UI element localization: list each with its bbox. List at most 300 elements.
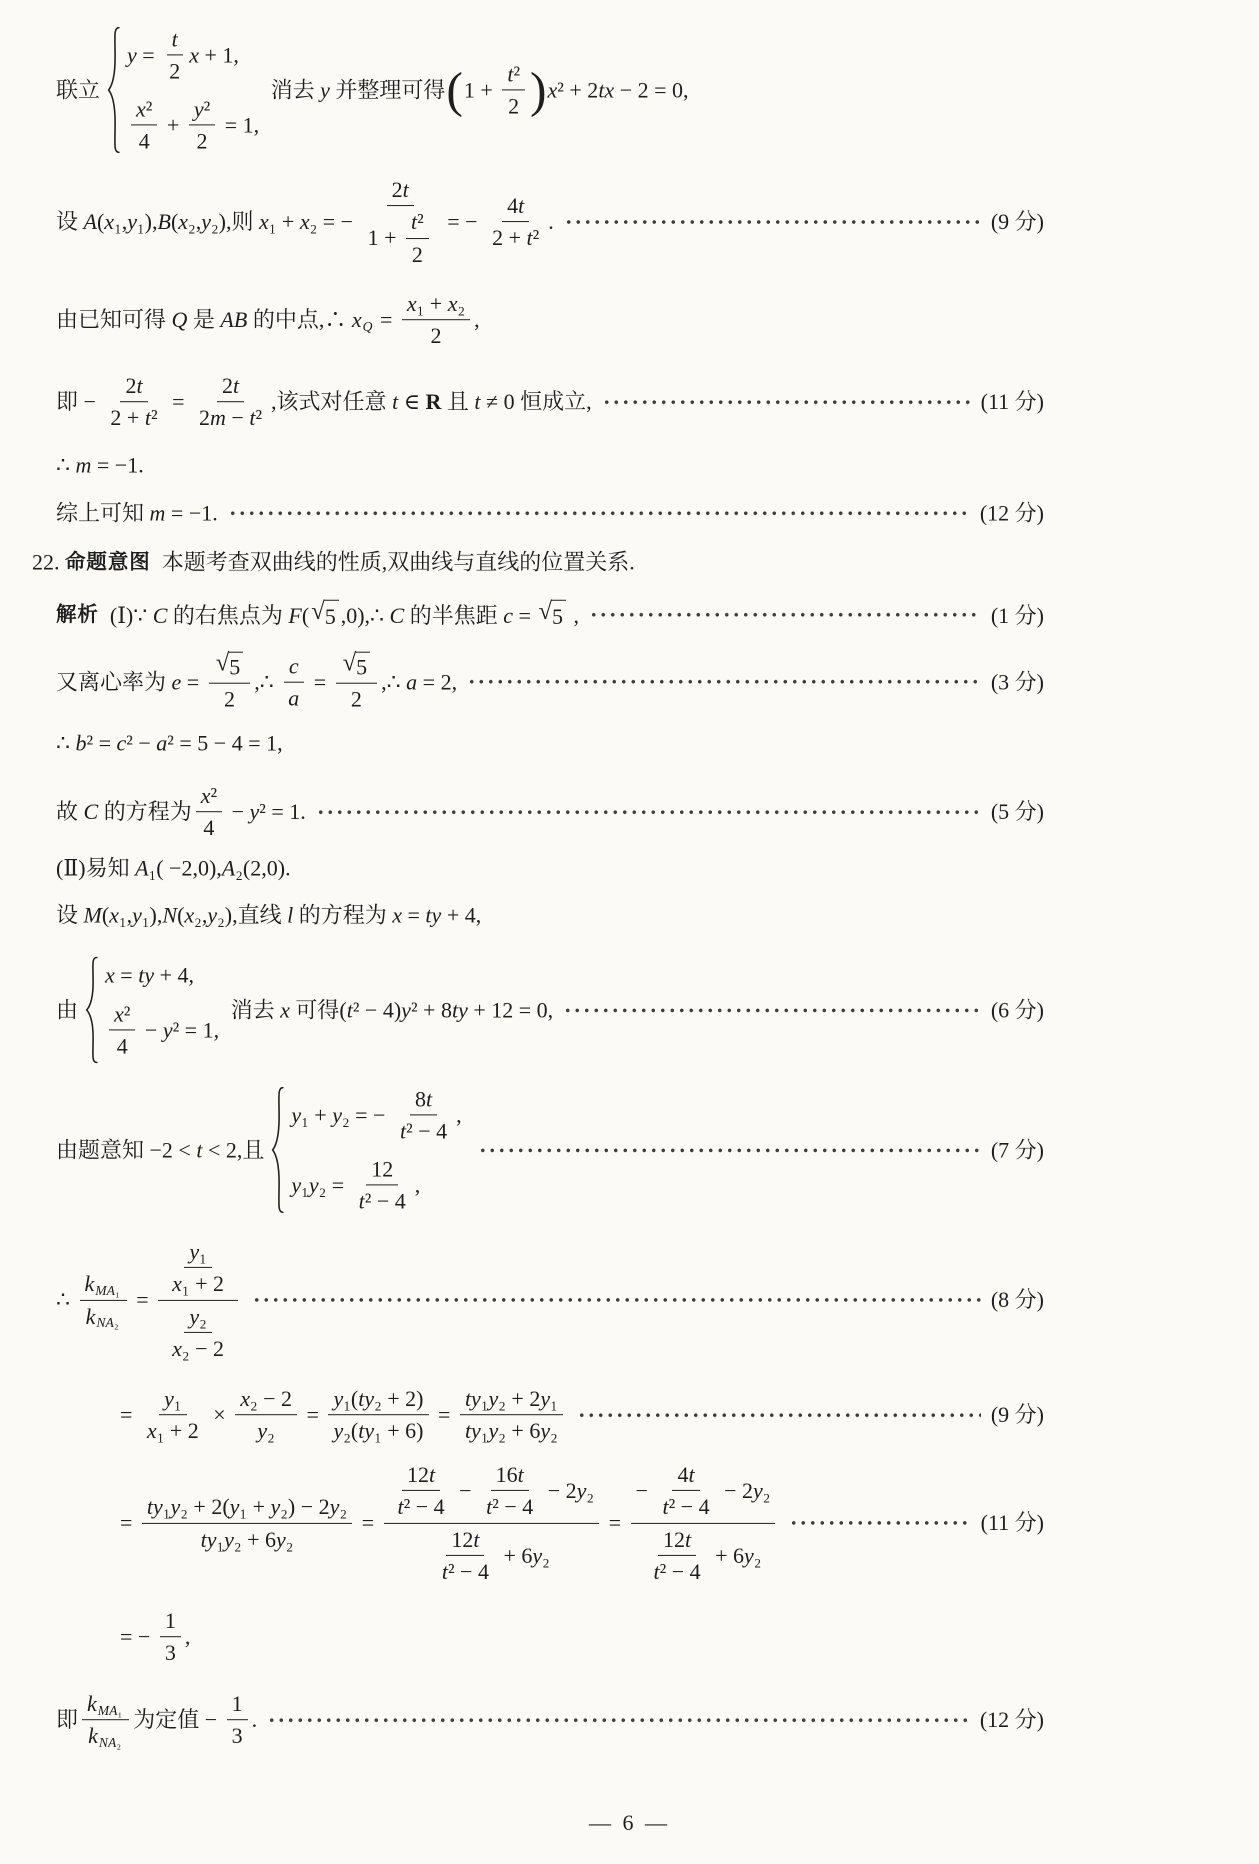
system-brace-icon (106, 26, 121, 153)
math-text: − (635, 1478, 654, 1504)
math-text: 2 (430, 323, 442, 349)
fraction (336, 649, 378, 713)
fraction (160, 1608, 181, 1666)
math-text: 又离心率为 e = (56, 669, 205, 695)
math-text: t (171, 26, 178, 52)
square-root (311, 597, 339, 631)
math-text: k (84, 1271, 95, 1297)
fraction (142, 1494, 352, 1552)
fraction (395, 1086, 452, 1144)
math-text: = (308, 669, 332, 695)
denominator (657, 1491, 714, 1519)
math-text: 8t (414, 1086, 433, 1112)
math-text: a (288, 685, 300, 711)
radicand: 5 (355, 652, 370, 680)
denominator (134, 125, 155, 153)
math-text: − 2y₂ (542, 1478, 595, 1504)
dotted-leader (561, 1005, 981, 1015)
math-text: ∴ b² = c² − a² = 5 − 4 = 1, (56, 730, 283, 756)
math-text: ty₁y₂ + 6y₂ (464, 1418, 558, 1444)
math-text: ty₁y₂ + 2y₁ (464, 1386, 558, 1412)
math-text: 1 (231, 1691, 243, 1717)
fraction (354, 1156, 411, 1214)
system-brace-icon (270, 1086, 285, 1213)
math-text: = (356, 1510, 380, 1536)
left-paren: ( (446, 62, 463, 118)
dotted-leader (314, 807, 981, 817)
math-text: 12t (407, 1461, 436, 1487)
math-text: x² (136, 96, 153, 121)
denominator (460, 1416, 563, 1444)
numerator (402, 291, 470, 320)
fraction (502, 61, 525, 119)
math-text: 消去 y 并整理可得 (265, 77, 446, 103)
math-text: t² − 4 (397, 1494, 445, 1520)
math-text: t² − 4 (441, 1558, 489, 1584)
system-rows (105, 961, 219, 1058)
math-text: 且 t ≠ 0 恒成立, (441, 389, 592, 415)
math-text: y₁ + y₂ = − (291, 1102, 391, 1128)
fraction (406, 209, 429, 267)
radical-icon: √ (538, 597, 552, 625)
math-text: , (456, 1102, 462, 1128)
math-text: k (88, 1723, 98, 1749)
math-text: 12t (662, 1526, 692, 1552)
subscript: MA₁ (95, 1282, 120, 1298)
math-text: 12 (371, 1156, 394, 1181)
math-text: ∴ m = −1. (56, 452, 144, 478)
bold-heading-label: 命题意图 (65, 549, 151, 574)
math-text: ,∴ (254, 669, 280, 695)
numerator (502, 61, 525, 90)
denominator (639, 1524, 766, 1585)
math-text: k (85, 1303, 96, 1329)
denominator (198, 813, 219, 841)
math-text: 2 (223, 687, 235, 712)
math-text: x₁ + 2 (146, 1418, 199, 1444)
math-text: y₁ (189, 1238, 207, 1264)
math-text: 2 (508, 93, 520, 119)
denominator (395, 1116, 452, 1144)
denominator (487, 222, 544, 250)
numerator (160, 1608, 181, 1637)
math-text: t² − 4 (653, 1558, 701, 1584)
solution-line-12 (56, 854, 1044, 882)
score-label: (11 分) (980, 389, 1044, 415)
denominator (196, 1524, 299, 1552)
fraction (164, 26, 185, 84)
denominator (437, 1556, 494, 1584)
system-row (127, 96, 259, 154)
math-text: y₂(ty₁ + 6) (333, 1418, 424, 1444)
math-text: x² (200, 783, 218, 809)
radical-icon: √ (342, 649, 357, 677)
solution-line-03 (56, 291, 1044, 349)
system-row (291, 1086, 461, 1144)
denominator (252, 1416, 279, 1444)
math-text: 2m − t² (199, 405, 263, 431)
numerator (631, 1462, 776, 1524)
score-label: (9 分) (990, 209, 1044, 235)
dotted-leader (476, 1145, 981, 1155)
math-text: , (567, 602, 579, 628)
solution-line-14 (56, 956, 1044, 1063)
score-label: (6 分) (990, 997, 1044, 1023)
denominator (192, 125, 213, 153)
fraction (105, 373, 162, 431)
math-text: t² (411, 209, 424, 235)
square-root (342, 649, 371, 680)
math-text: = (120, 1510, 138, 1536)
numerator (189, 96, 215, 125)
math-text: = (374, 307, 398, 333)
math-text: 2 (169, 58, 181, 84)
math-text: − (453, 1478, 478, 1504)
math-text: y₂ (257, 1418, 275, 1444)
numerator (80, 1271, 127, 1300)
equation-system (270, 1086, 461, 1213)
dotted-leader (587, 610, 981, 620)
numerator (406, 209, 429, 238)
math-text: 综上可知 m = −1. (56, 500, 218, 526)
fraction (384, 1462, 600, 1584)
math-text: 故 C 的方程为 (56, 799, 192, 825)
square-root (538, 597, 566, 631)
fraction (393, 1462, 450, 1520)
math-text: . (251, 1707, 258, 1733)
score-label: (8 分) (990, 1287, 1044, 1313)
solution-line-16 (56, 1239, 1044, 1361)
solution-line-11 (56, 783, 1044, 841)
numerator (235, 1386, 297, 1415)
math-text: = (130, 1287, 155, 1313)
score-label: (5 分) (990, 799, 1044, 825)
fraction (109, 1001, 135, 1059)
numerator (196, 783, 222, 812)
score-label: (12 分) (979, 1707, 1044, 1733)
math-text: 3 (231, 1723, 243, 1749)
fraction (437, 1527, 494, 1585)
bold-heading-label: 解析 (56, 602, 99, 627)
numerator (120, 373, 147, 402)
math-text: y₁(ty₂ + 2) (333, 1386, 424, 1412)
radicand: 5 (324, 600, 339, 631)
system-row (105, 1001, 219, 1059)
math-text: y² (193, 96, 211, 121)
math-text: (Ⅱ)易知 A₁( −2,0),A₂(2,0). (56, 855, 291, 881)
math-text: x + 1, (189, 42, 239, 68)
dotted-leader (265, 1715, 970, 1725)
math-text: 4t (677, 1461, 695, 1487)
math-text: + 6y₂ (709, 1542, 762, 1568)
fraction (402, 291, 470, 349)
denominator (81, 1301, 126, 1329)
solution-line-08 (56, 597, 1044, 631)
math-text: x² + 2tx − 2 = 0, (547, 77, 689, 103)
fraction (328, 1386, 428, 1444)
denominator (328, 1416, 428, 1444)
math-text: 2 + t² (110, 405, 158, 431)
numerator (502, 193, 529, 222)
fraction (648, 1527, 705, 1585)
dotted-leader (787, 1518, 970, 1528)
fraction (167, 1239, 229, 1297)
fraction (196, 783, 222, 841)
score-label: (11 分) (980, 1510, 1044, 1536)
math-text: = (166, 389, 190, 415)
math-text: y = (127, 42, 161, 68)
subscript: MA₁ (97, 1702, 123, 1718)
system-brace-icon (84, 956, 99, 1063)
numerator (384, 1462, 600, 1524)
radicand: 5 (228, 652, 243, 680)
math-text: 由 (56, 997, 79, 1023)
math-text: t² − 4 (399, 1118, 448, 1144)
radical-icon: √ (215, 649, 230, 677)
math-text: (Ⅰ)∵ C 的右焦点为 F( (98, 602, 310, 628)
denominator (428, 1524, 555, 1585)
system-row (127, 26, 239, 84)
system-row (105, 961, 194, 989)
denominator (648, 1556, 705, 1584)
fraction (657, 1462, 714, 1520)
denominator (426, 321, 447, 349)
math-text: ty₁y₂ + 2(y₁ + y₂) − 2y₂ (146, 1494, 348, 1520)
denominator (227, 1721, 248, 1749)
numerator (410, 1086, 437, 1115)
denominator (105, 403, 162, 431)
solution-line-01 (56, 26, 1044, 153)
numerator (109, 1001, 135, 1030)
math-text: = − (120, 1624, 156, 1650)
math-text: c (288, 653, 299, 679)
denominator (346, 684, 367, 712)
denominator (142, 1416, 204, 1444)
fraction (158, 1239, 238, 1361)
math-text: , (414, 1172, 421, 1198)
denominator (194, 403, 267, 431)
fraction (227, 1691, 248, 1749)
math-text: = (432, 1402, 456, 1428)
square-root (215, 649, 244, 680)
numerator (142, 1494, 352, 1523)
fraction (82, 1691, 129, 1749)
dotted-leader (575, 1410, 981, 1420)
math-text: 2t (391, 177, 409, 203)
math-text: 消去 x 可得(t² − 4)y² + 8ty + 12 = 0, (225, 997, 554, 1023)
system-rows (291, 1086, 461, 1213)
math-text: y₂ (189, 1303, 207, 1329)
solution-line-04 (56, 373, 1044, 431)
solution-line-18 (120, 1462, 1044, 1584)
numerator (159, 1386, 186, 1415)
math-text: 4 (116, 1033, 128, 1059)
fraction (194, 373, 267, 431)
fraction (283, 653, 304, 711)
math-text: 16t (495, 1461, 524, 1487)
solution-line-17 (120, 1386, 1044, 1444)
numerator (131, 96, 157, 125)
subscript: NA₂ (96, 1315, 119, 1331)
math-text: − y² = 1, (139, 1016, 220, 1042)
numerator (446, 1527, 484, 1556)
score-label: (9 分) (990, 1402, 1044, 1428)
denominator (363, 206, 438, 267)
numerator (167, 26, 183, 55)
denominator (283, 683, 304, 711)
math-text: ,∴ a = 2, (381, 669, 458, 695)
math-text: 22. (32, 549, 65, 575)
math-text: k (87, 1691, 97, 1717)
problem-22-intent-line (32, 548, 1044, 576)
math-text: 4 (138, 128, 150, 154)
math-text: x₂ − 2 (240, 1386, 293, 1412)
score-label: (12 分) (979, 500, 1044, 526)
math-text: , (474, 307, 480, 333)
equation-system (106, 26, 259, 153)
fraction (209, 649, 251, 713)
numerator (284, 653, 304, 682)
math-text: 即 (56, 1707, 79, 1733)
solution-line-20 (56, 1691, 1044, 1749)
denominator (164, 56, 185, 84)
score-label: (7 分) (990, 1137, 1044, 1163)
numerator (672, 1462, 699, 1491)
denominator (393, 1491, 450, 1519)
fraction (631, 1462, 776, 1584)
math-text: t² − 4 (358, 1188, 406, 1214)
numerator (658, 1527, 696, 1556)
numerator (328, 1386, 428, 1415)
denominator (481, 1491, 538, 1519)
denominator (167, 1268, 229, 1296)
solution-line-10 (56, 729, 1044, 757)
math-text: = − (441, 209, 484, 235)
numerator (491, 1462, 529, 1491)
solution-line-06 (56, 499, 1044, 527)
fraction (235, 1386, 297, 1444)
right-paren: ) (530, 62, 547, 118)
math-text: 由题意知 −2 < t < 2,且 (56, 1137, 265, 1163)
numerator (217, 373, 244, 402)
solution-line-02 (56, 177, 1044, 267)
math-text: 即 − (56, 389, 102, 415)
numerator (227, 1691, 248, 1720)
math-text: 4 (203, 815, 215, 841)
math-text: ,0),∴ C 的半焦距 c = (340, 602, 537, 628)
numerator (387, 177, 414, 206)
numerator (336, 649, 378, 684)
radicand: 5 (551, 600, 566, 631)
math-text: + (161, 112, 185, 138)
fraction (481, 1462, 538, 1520)
denominator (354, 1185, 411, 1213)
denominator (160, 1638, 181, 1666)
math-text: t² (507, 61, 521, 87)
fraction (80, 1271, 127, 1329)
fraction (363, 177, 438, 267)
solution-line-05 (56, 451, 1044, 479)
denominator (219, 684, 240, 712)
math-text: ,该式对任意 t ∈ (271, 389, 426, 415)
math-text: y₁ (164, 1386, 182, 1412)
solution-line-19 (120, 1608, 1044, 1666)
math-text: 1 + (367, 225, 402, 251)
math-text: × (207, 1402, 232, 1428)
fraction (460, 1386, 563, 1444)
math-text: 联立 (56, 77, 101, 103)
fraction (167, 1304, 229, 1362)
solution-line-13 (56, 901, 1044, 929)
math-text: 1 (164, 1608, 176, 1634)
math-text: x₂ − 2 (172, 1335, 224, 1361)
math-text: = (120, 1402, 138, 1428)
score-label: (1 分) (990, 602, 1044, 628)
dotted-leader (465, 677, 981, 687)
math-text: = (603, 1510, 627, 1536)
math-text: , (184, 1624, 191, 1650)
math-text: 4t (507, 193, 525, 219)
math-text: − 2y₂ (718, 1478, 771, 1504)
fraction (487, 193, 544, 251)
numerator (184, 1304, 211, 1333)
numerator (158, 1239, 238, 1301)
math-text: 2t (221, 373, 240, 399)
math-text: 3 (164, 1640, 176, 1666)
math-text: 2 (350, 687, 362, 712)
math-text: + 6y₂ (497, 1542, 550, 1568)
math-text: x₁ + x₂ (406, 291, 466, 317)
denominator (407, 239, 428, 267)
math-text: 12t (451, 1526, 480, 1552)
math-text: . (548, 209, 554, 235)
radical-icon: √ (311, 597, 325, 625)
math-text: x₁ + 2 (172, 1271, 224, 1297)
math-text: ∴ (56, 1287, 76, 1313)
dotted-leader (562, 217, 981, 227)
set-symbol: R (425, 389, 442, 415)
numerator (460, 1386, 563, 1415)
math-text: t² − 4 (662, 1494, 710, 1520)
math-text: 为定值 − (133, 1707, 223, 1733)
numerator (184, 1239, 211, 1268)
score-label: (3 分) (990, 669, 1044, 695)
denominator (83, 1721, 128, 1749)
denominator (158, 1301, 238, 1362)
system-row (291, 1156, 420, 1214)
solution-line-09 (56, 649, 1044, 713)
dotted-leader (226, 508, 970, 518)
math-text: 2t (125, 373, 143, 399)
math-text: 1 + (463, 77, 499, 103)
math-text: 设 A(x₁,y₁),B(x₂,y₂),则 x₁ + x₂ = − (56, 209, 359, 235)
math-text: ty₁y₂ + 6y₂ (200, 1526, 294, 1552)
math-text: 本题考查双曲线的性质,双曲线与直线的位置关系. (150, 549, 635, 575)
math-text: 2 + t² (492, 225, 540, 251)
denominator (112, 1030, 133, 1058)
math-text: − y² = 1. (226, 799, 306, 825)
fraction (131, 96, 157, 154)
numerator (402, 1462, 440, 1491)
fraction (142, 1386, 204, 1444)
dotted-leader (250, 1295, 981, 1305)
math-text: 设 M(x₁,y₁),N(x₂,y₂),直线 l 的方程为 x = ty + 4, (56, 902, 482, 928)
subscript: Q (362, 319, 373, 335)
denominator (503, 91, 524, 119)
math-text: x = ty + 4, (105, 962, 195, 988)
math-text: x² (114, 1000, 131, 1026)
subscript: NA₂ (98, 1735, 122, 1751)
